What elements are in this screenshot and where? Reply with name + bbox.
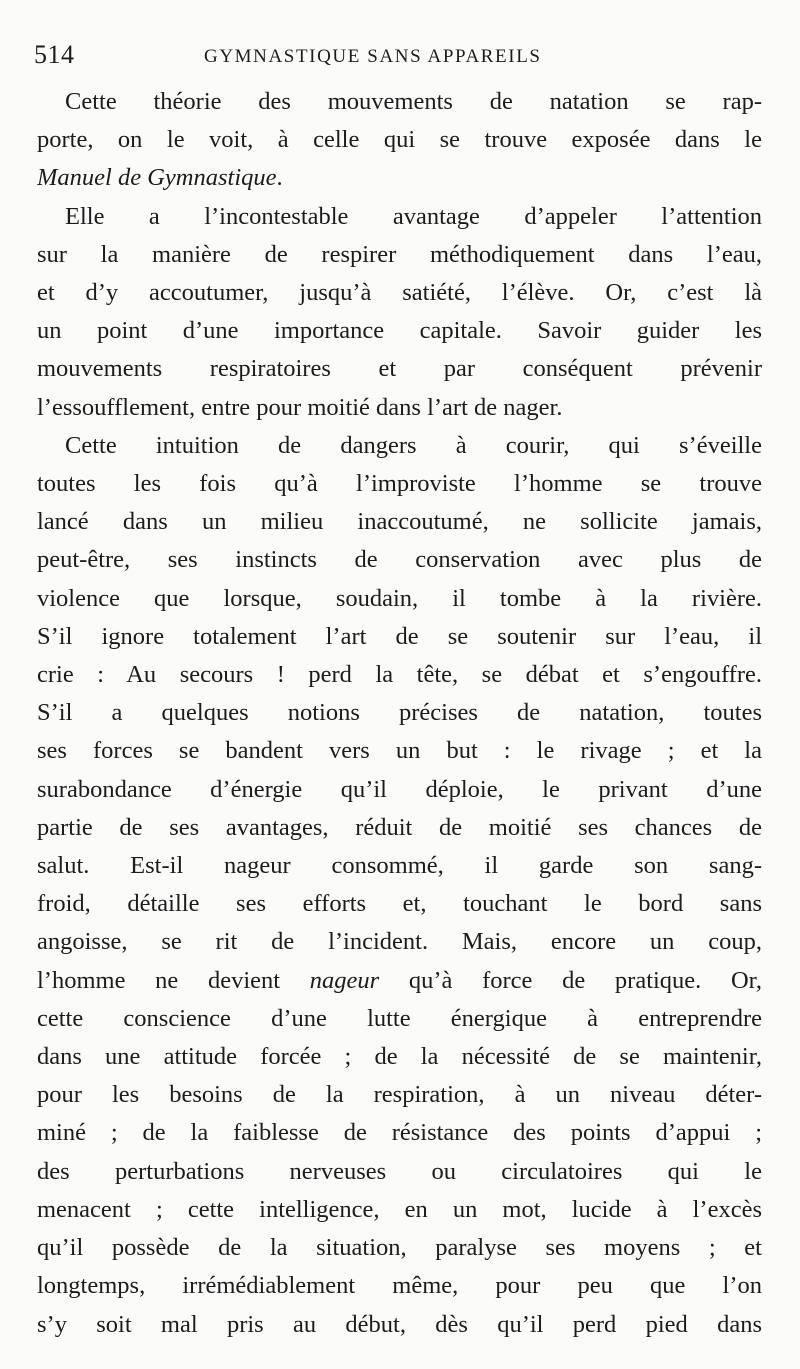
text-run: ses forces se bandent vers un but : le rivage ; et la (37, 737, 762, 765)
text-line (37, 1229, 762, 1267)
italic-text: nageur (309, 966, 380, 994)
text-run: Cette intuition de dangers à courir, qui s’éveille (65, 431, 762, 459)
text-run: dans une attitude forcée ; de la nécessité de se maintenir, (37, 1043, 762, 1071)
text-run: S’il ignore totalement l’art de se soutenir sur l’eau, il (37, 622, 762, 650)
text-run: angoisse, se rit de l’incident. Mais, encore un coup, (37, 928, 762, 956)
text-run: longtemps, irrémédiablement même, pour peu que l’on (37, 1272, 762, 1300)
text-run: peut-être, ses instincts de conservation avec plus de (37, 546, 762, 574)
page-number: 514 (34, 40, 75, 69)
text-run: qu’il possède de la situation, paralyse ses moyens ; et (37, 1234, 762, 1262)
text-line (37, 923, 762, 961)
page-header (34, 40, 764, 76)
text-run: Cette théorie des mouvements de natation se rap- (65, 88, 762, 115)
text-run: pour les besoins de la respiration, à un niveau déter- (37, 1081, 762, 1109)
running-title: GYMNASTIQUE SANS APPAREILS (204, 46, 542, 67)
body-text (37, 83, 762, 1344)
text-run: s’y soit mal pris au début, dès qu’il perd pied dans (37, 1310, 762, 1338)
text-line (37, 83, 762, 121)
text-line (37, 694, 762, 732)
text-run: froid, détaille ses efforts et, touchant le bord sans (37, 890, 762, 918)
text-line (37, 1267, 762, 1305)
text-run: lancé dans un milieu inaccoutumé, ne sollicite jamais, (37, 508, 762, 536)
paragraph (37, 83, 762, 198)
text-run: mouvements respiratoires et par conséquent prévenir (37, 355, 762, 383)
text-line (37, 1153, 762, 1191)
text-run: salut. Est-il nageur consommé, il garde son sang- (37, 852, 762, 880)
text-run: porte, on le voit, à celle qui se trouve exposée dans le (37, 126, 762, 154)
text-line (37, 1114, 762, 1152)
text-line (37, 847, 762, 885)
text-line (37, 618, 762, 656)
text-run: crie : Au secours ! perd la tête, se débat et s’engouffre. (37, 661, 762, 689)
text-run: violence que lorsque, soudain, il tombe à la rivière. (37, 584, 762, 612)
text-run: des perturbations nerveuses ou circulatoires qui le (37, 1157, 762, 1185)
text-line (37, 580, 762, 618)
text-run: partie de ses avantages, réduit de moitié ses chances de (37, 813, 762, 841)
text-run: sur la manière de respirer méthodiquement dans l’eau, (37, 240, 762, 268)
text-line (37, 198, 762, 236)
text-run: toutes les fois qu’à l’improviste l’homme se trouve (37, 470, 762, 498)
text-line (37, 159, 762, 197)
text-run: cette conscience d’une lutte énergique à entreprendre (37, 1004, 762, 1032)
text-line (37, 389, 762, 427)
text-line (37, 121, 762, 159)
text-run: . (276, 164, 283, 192)
paragraph (37, 427, 762, 1344)
text-line (37, 1076, 762, 1114)
text-line (37, 732, 762, 770)
paragraph (37, 198, 762, 427)
text-run: l’essoufflement, entre pour moitié dans l’art de nager. (37, 393, 563, 421)
text-line (37, 962, 762, 1000)
text-run: qu’à force de pratique. Or, (379, 966, 762, 994)
text-line (37, 541, 762, 579)
text-line (37, 274, 762, 312)
text-run: l’homme ne devient (37, 966, 310, 994)
text-run: miné ; de la faiblesse de résistance des points d’appui ; (37, 1119, 762, 1147)
text-run: surabondance d’énergie qu’il déploie, le privant d’une (37, 775, 762, 803)
text-run: et d’y accoutumer, jusqu’à satiété, l’élève. Or, c’est là (37, 279, 762, 307)
text-line (37, 1038, 762, 1076)
text-run: un point d’une importance capitale. Savoir guider les (37, 317, 762, 345)
text-line (37, 350, 762, 388)
text-line (37, 427, 762, 465)
text-line (37, 312, 762, 350)
text-line (37, 885, 762, 923)
text-line (37, 1306, 762, 1344)
text-run: S’il a quelques notions précises de natation, toutes (37, 699, 762, 727)
text-line (37, 503, 762, 541)
text-line (37, 771, 762, 809)
text-run: menacent ; cette intelligence, en un mot, lucide à l’excès (37, 1195, 762, 1223)
text-line (37, 809, 762, 847)
text-line (37, 465, 762, 503)
italic-text: Manuel de Gymnastique (37, 164, 277, 192)
text-line (37, 656, 762, 694)
text-line (37, 1000, 762, 1038)
text-run: Elle a l’incontestable avantage d’appeler l’attention (65, 202, 762, 230)
text-line (37, 1191, 762, 1229)
text-line (37, 236, 762, 274)
